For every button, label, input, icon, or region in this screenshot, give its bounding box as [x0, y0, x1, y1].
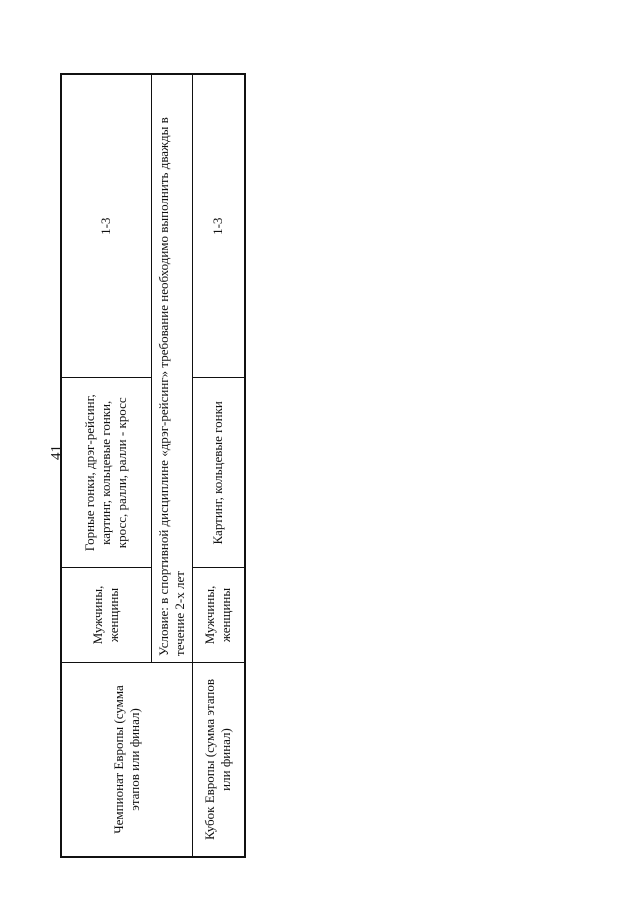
- disciplines-cell: Картинг, кольцевые гонки: [193, 378, 245, 568]
- page-number: 41: [48, 445, 65, 460]
- competition-cell: Кубок Европы (сумма этапов или финал): [193, 662, 245, 857]
- disciplines-cell: Горные гонки, дрэг-рейсинг, картинг, кольцевые гонки, кросс, ралли, ралли - кросс: [61, 378, 151, 568]
- places-cell: 1-3: [61, 74, 151, 378]
- competition-cell: Чемпионат Европы (сумма этапов или финал): [61, 662, 193, 857]
- gender-cell: Мужчины, женщины: [61, 568, 151, 663]
- sports-requirements-table: [60, 73, 246, 858]
- places-cell: 1-3: [193, 74, 245, 378]
- table-row: [61, 74, 151, 857]
- condition-cell: Условие: в спортивной дисциплине «дрэг-рейсинг» требование необходимо выполнить дважды в течение 2-х лет: [151, 74, 193, 662]
- gender-cell: Мужчины, женщины: [193, 568, 245, 663]
- rotated-table-container: [60, 73, 240, 858]
- table-row: [193, 74, 245, 857]
